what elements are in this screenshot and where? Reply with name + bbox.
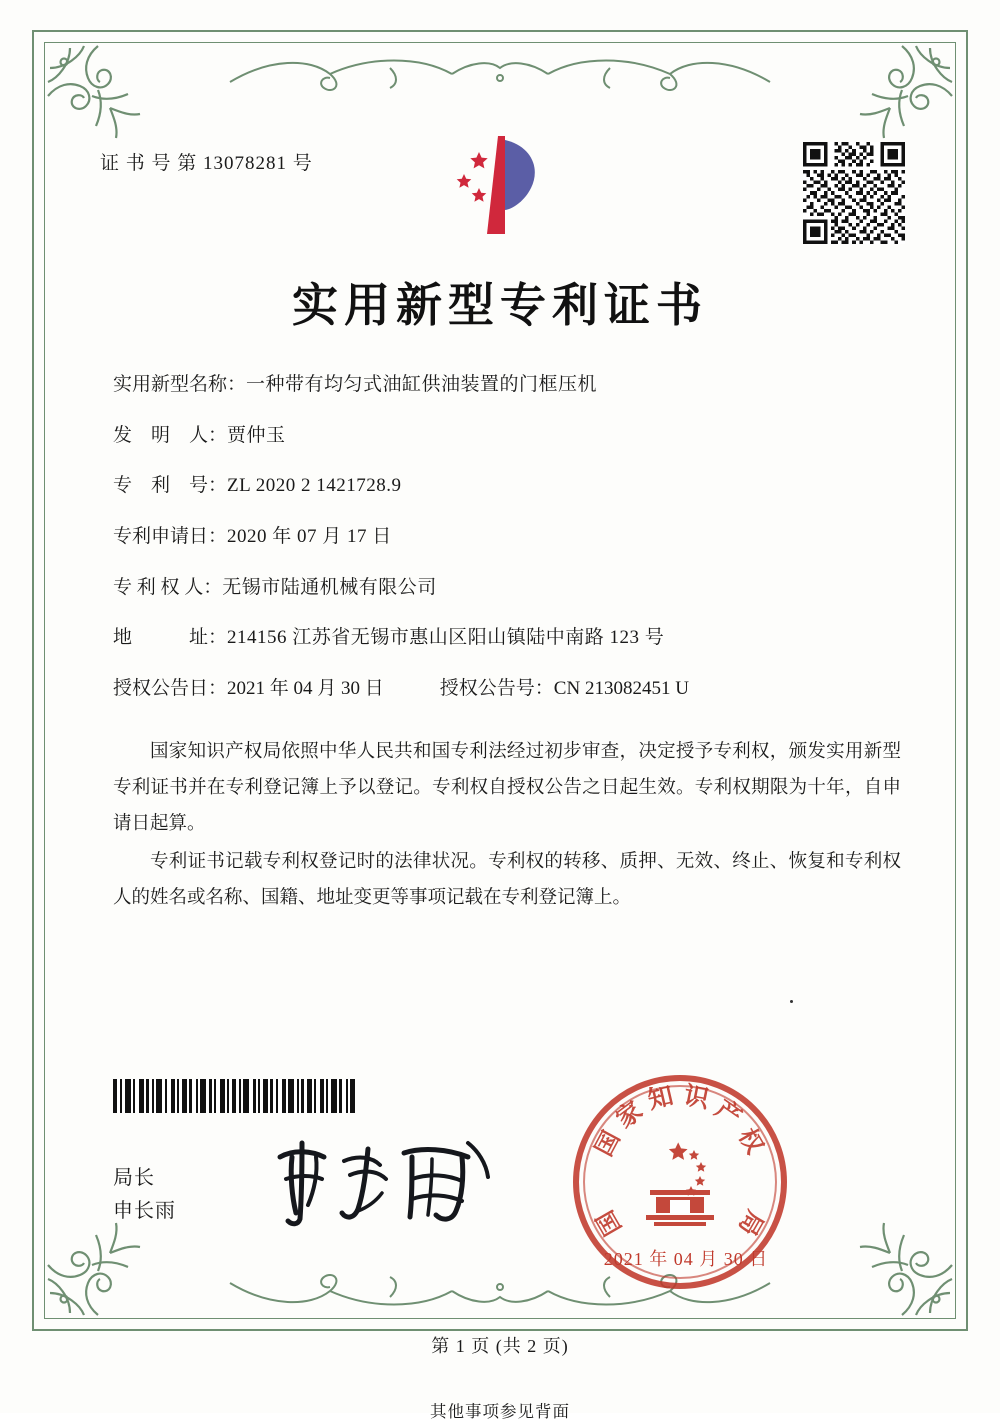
field-value: 无锡市陆通机械有限公司 [222,576,437,598]
svg-text:局: 局 [732,1205,770,1241]
field-label: 发 明 人： [113,424,228,446]
certificate-number: 证 书 号 第 13078281 号 [100,153,313,174]
announcement-row [113,677,905,702]
announcement-date-value: 2021 年 04 月 30 日 [227,678,384,700]
field-row [113,576,905,601]
corner-ornament-icon [40,1213,150,1323]
top-edge-ornament-icon [220,48,780,94]
field-list [95,373,905,702]
field-row [113,474,905,499]
svg-text:权: 权 [732,1123,770,1159]
field-row [113,373,905,398]
field-row [113,626,905,651]
signature-name: 申长雨 [113,1200,176,1222]
page-number: 第 1 页 (共 2 页) [431,1336,569,1356]
field-value: ZL 2020 2 1421728.9 [227,475,402,497]
announcement-number-value: CN 213082451 U [553,678,689,700]
announcement-date-label: 授权公告日： [113,678,228,700]
announcement-number-label: 授权公告号： [439,678,554,700]
svg-text:产: 产 [709,1093,748,1132]
field-value: 一种带有均匀式油缸供油装置的门框压机 [246,374,598,395]
page-title: 实用新型专利证书 [292,278,708,332]
certificate-content [95,120,905,918]
ink-dot [790,1000,793,1003]
footnote: 其他事项参见背面 [430,1402,570,1421]
field-row [113,424,905,449]
corner-ornament-icon [850,1213,960,1323]
cnipa-logo-icon [435,130,565,245]
paragraph: 专利证书记载专利权登记时的法律状况。专利权的转移、质押、无效、终止、恢复和专利权人的姓名或名称、国籍、地址变更等事项记载在专利登记簿上。 [113,852,901,909]
paragraph: 国家知识产权局依照中华人民共和国专利法经过初步审查，决定授予专利权，颁发实用新型专利证书并在专利登记簿上予以登记。专利权自授权公告之日起生效。专利权期限为十年，自申请日起算。 [113,741,901,834]
field-label: 专利申请日： [113,526,228,548]
signature-role: 局长 [113,1167,155,1189]
svg-text:国: 国 [590,1205,628,1241]
field-label: 地 址： [113,627,228,649]
signature-block [113,1162,176,1228]
field-value: 214156 江苏省无锡市惠山区阳山镇陆中南路 123 号 [227,627,665,649]
svg-text:识: 识 [681,1080,712,1114]
header-row [95,120,905,255]
body-paragraphs [95,734,905,916]
field-value: 贾仲玉 [227,424,286,446]
field-value: 2020 年 07 月 17 日 [227,526,392,548]
svg-text:家: 家 [610,1095,648,1134]
field-label: 专 利 号： [113,475,228,497]
qr-code [803,142,905,244]
svg-text:国: 国 [589,1126,626,1161]
svg-text:知: 知 [645,1080,676,1115]
field-row [113,525,905,550]
field-label: 实用新型名称： [113,374,247,395]
handwritten-signature [272,1135,502,1230]
seal-date: 2021 年 04 月 30 日 [603,1249,769,1269]
field-label: 专 利 权 人： [113,576,223,598]
barcode [113,1079,393,1113]
